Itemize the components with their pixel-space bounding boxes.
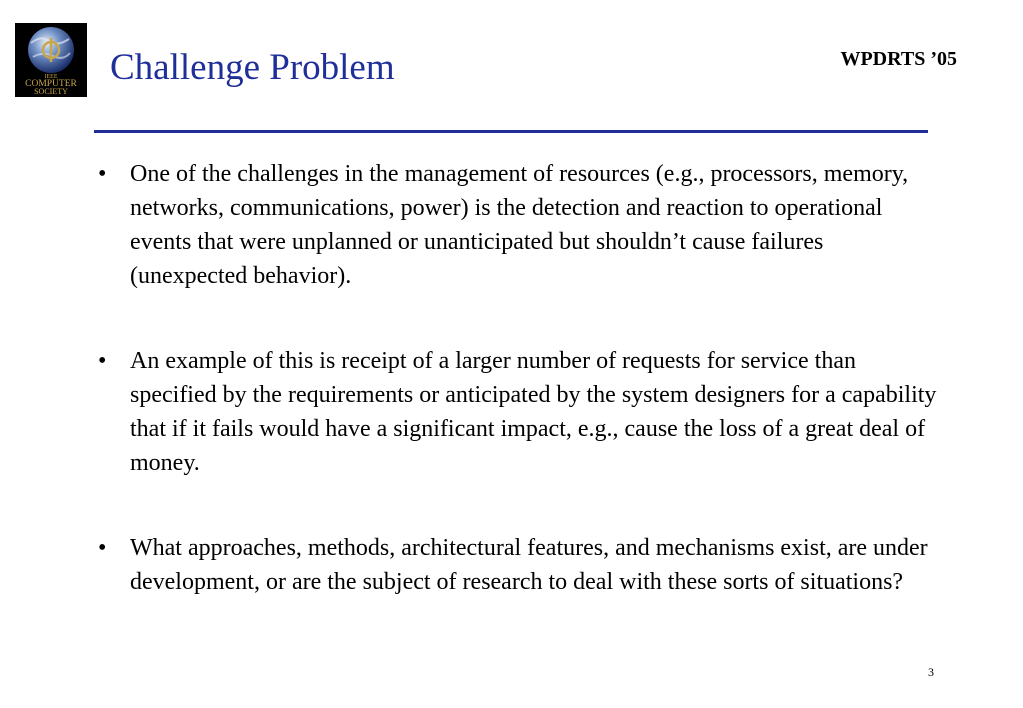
slide-title: Challenge Problem	[110, 47, 395, 88]
bullet-text: An example of this is receipt of a larger number of requests for service than specified by the requirements or anticipated by the system designers for a capability that if it fails would have a significant impact, e.g., cause the loss of a great deal of money.	[130, 348, 937, 476]
conference-label: WPDRTS ’05	[840, 48, 957, 70]
bullet-text: What approaches, methods, architectural features, and mechanisms exist, are under development, or are the subject of research to deal with these sorts of situations?	[130, 535, 928, 595]
bullet-marker: •	[98, 535, 107, 561]
bullet-item	[98, 344, 938, 480]
page-number: 3	[928, 665, 934, 679]
bullet-marker: •	[98, 348, 107, 374]
title-divider	[94, 130, 928, 133]
logo-text-ieee: IEEE	[44, 74, 58, 80]
bullet-text: One of the challenges in the management of resources (e.g., processors, memory, networks, communications, power) is the detection and reaction to operational events that were unplanned or unanticipated but shouldn’t cause failures (unexpected behavior).	[130, 161, 909, 289]
bullet-marker: •	[98, 161, 107, 187]
bullet-item	[98, 531, 938, 599]
bullet-item	[98, 157, 938, 293]
bullet-list	[98, 157, 938, 599]
logo-text-society: SOCIETY	[34, 87, 68, 96]
logo-text-computer: COMPUTER	[25, 79, 77, 89]
ieee-computer-society-logo	[15, 23, 87, 97]
